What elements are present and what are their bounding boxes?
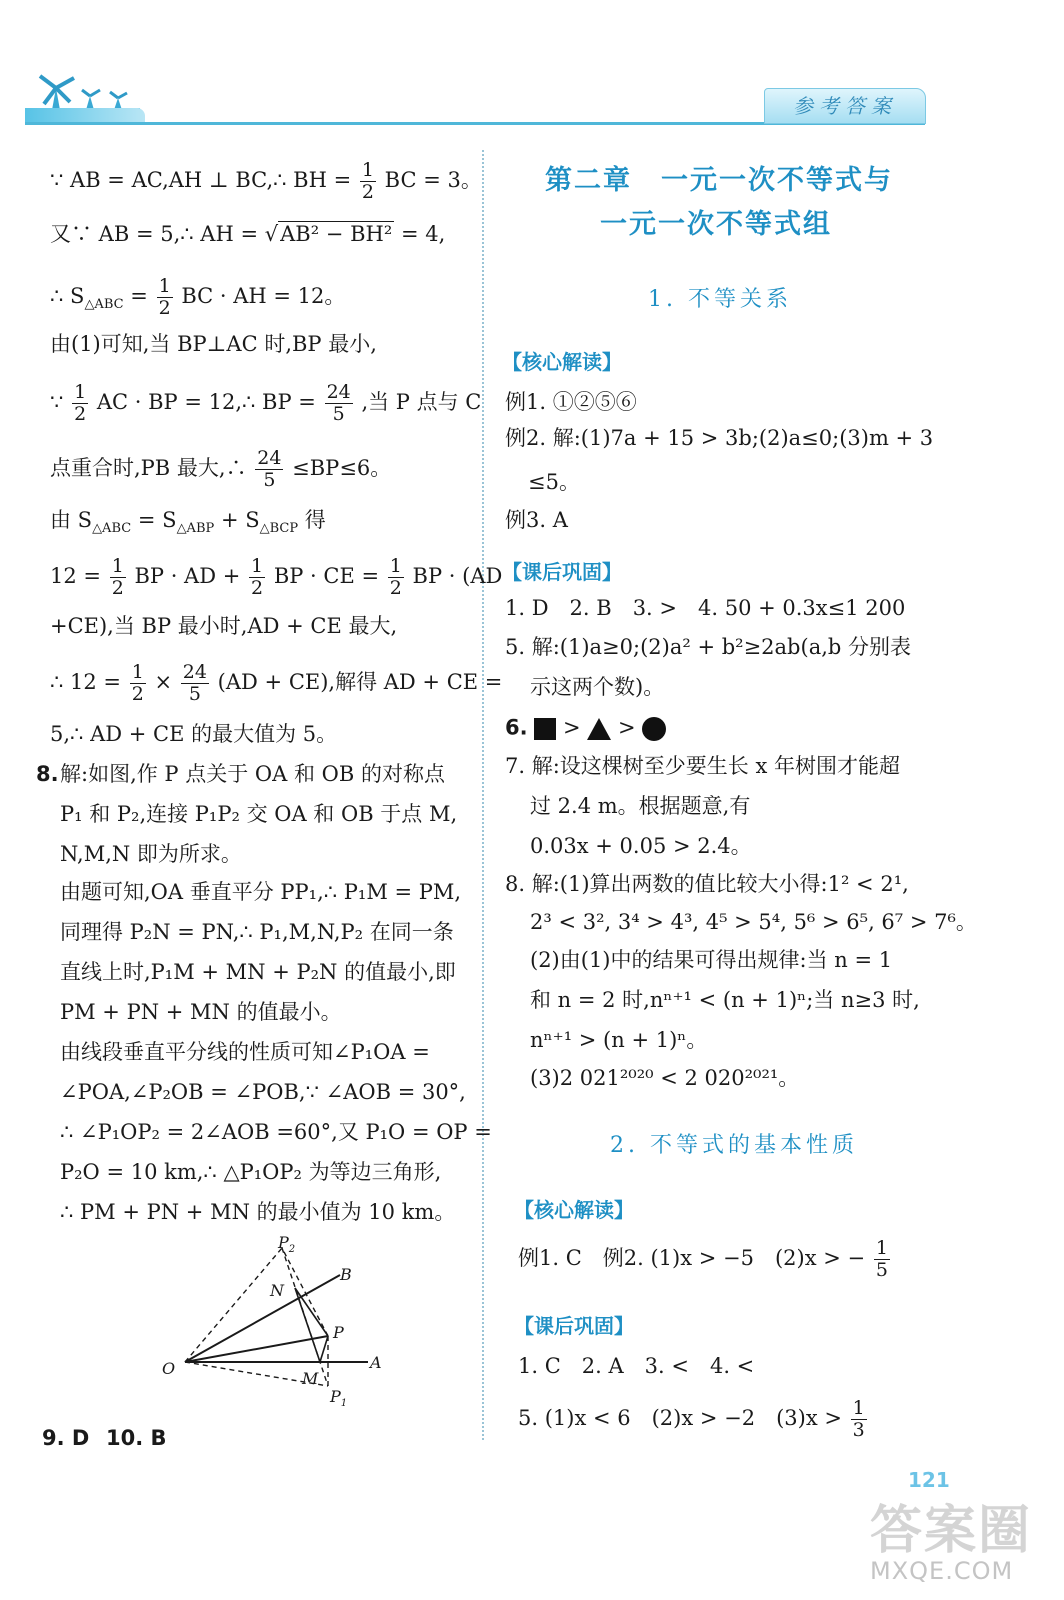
q8-line-7: PM + PN + MN 的值最小。 bbox=[60, 1000, 342, 1024]
after-class-tag-2: 【课后巩固】 bbox=[514, 1314, 634, 1338]
q8-line-2: P₁ 和 P₂,连接 P₁P₂ 交 OA 和 OB 于点 M, bbox=[60, 802, 458, 826]
geometry-diagram bbox=[150, 1230, 400, 1415]
question-8-number: 8. bbox=[36, 762, 59, 786]
section-2-answer-5: 5. (1)x < 6 (2)x > −2 (3)x > $\frac{1}{3}$ bbox=[518, 1397, 865, 1441]
answer-10: 10. B bbox=[106, 1426, 167, 1450]
answer-8-line-1: 8. 解:(1)算出两数的值比较大小得:1² < 2¹, bbox=[505, 872, 909, 896]
left-line-2: 又∵ AB = 5,∴ AH = √AB² − BH² = 4, bbox=[50, 222, 446, 246]
answer-8-line-4: 和 n = 2 时,nⁿ⁺¹ < (n + 1)ⁿ;当 n≥3 时, bbox=[530, 988, 920, 1012]
answer-8-line-5: nⁿ⁺¹ > (n + 1)ⁿ。 bbox=[530, 1028, 708, 1052]
left-line-10: ∴ 12 = $\frac{1}{2}$ × $\frac{24}{5}$ (AD + CE),解得 AD + CE = bbox=[50, 661, 503, 705]
q8-line-3: N,M,N 即为所求。 bbox=[60, 842, 242, 866]
column-divider bbox=[482, 150, 484, 1440]
chapter-title-line-1: 第二章 一元一次不等式与 bbox=[545, 165, 893, 196]
example-2-line-1: 例2. 解:(1)7a + 15 > 3b;(2)a≤0;(3)m + 3 bbox=[505, 426, 934, 450]
segment-pn bbox=[295, 1288, 328, 1336]
label-n: N bbox=[270, 1281, 284, 1300]
core-reading-tag-1: 【核心解读】 bbox=[502, 350, 622, 374]
page-header bbox=[0, 0, 1064, 140]
answer-8-line-3: (2)由(1)中的结果可得出规律:当 n = 1 bbox=[530, 948, 893, 972]
left-line-9: +CE),当 BP 最小时,AD + CE 最大, bbox=[50, 614, 398, 638]
left-line-6: 点重合时,PB 最大,∴ $\frac{24}{5}$ ≤BP≤6。 bbox=[50, 447, 392, 491]
left-line-1: ∵ AB = AC,AH ⊥ BC,∴ BH = $\frac{1}{2}$ BC = 3。 bbox=[50, 159, 482, 203]
triangle-icon bbox=[587, 718, 611, 740]
section-2-answers-1-4: 1. C 2. A 3. < 4. < bbox=[518, 1354, 755, 1378]
label-o: O bbox=[162, 1359, 176, 1378]
answer-8-line-2: 2³ < 3², 3⁴ > 4³, 4⁵ > 5⁴, 5⁶ > 6⁵, 6⁷ > 7⁶。 bbox=[530, 910, 977, 934]
label-a: A bbox=[370, 1353, 382, 1372]
segment-pm bbox=[320, 1336, 328, 1362]
core-reading-tag-2: 【核心解读】 bbox=[514, 1198, 634, 1222]
segment-op2 bbox=[185, 1248, 282, 1362]
answers-1-4: 1. D 2. B 3. > 4. 50 + 0.3x≤1 200 bbox=[505, 596, 906, 620]
left-line-8: 12 = $\frac{1}{2}$ BP · AD + $\frac{1}{2}$ BP · CE = $\frac{1}{2}$ BP · (AD bbox=[50, 555, 503, 599]
q8-line-4: 由题可知,OA 垂直平分 PP₁,∴ P₁M = PM, bbox=[60, 880, 462, 904]
after-class-tag-1: 【课后巩固】 bbox=[502, 560, 622, 584]
segment-nm bbox=[295, 1288, 320, 1362]
answer-7-line-2: 过 2.4 m。根据题意,有 bbox=[530, 794, 751, 818]
q8-line-1: 解:如图,作 P 点关于 OA 和 OB 的对称点 bbox=[60, 762, 445, 786]
answer-9: 9. D bbox=[42, 1426, 90, 1450]
left-line-4: 由(1)可知,当 BP⊥AC 时,BP 最小, bbox=[50, 332, 377, 356]
q8-line-10: ∴ ∠P₁OP₂ = 2∠AOB =60°,又 P₁O = OP = bbox=[60, 1120, 492, 1144]
page-number: 121 bbox=[908, 1468, 950, 1492]
example-3: 例3. A bbox=[505, 508, 568, 532]
left-line-5: ∵ $\frac{1}{2}$ AC · BP = 12,∴ BP = $\frac{24}{5}$ ,当 P 点与 C bbox=[50, 381, 482, 425]
answer-6: 6. > > bbox=[505, 717, 666, 741]
section-1-title: 1. 不等关系 bbox=[648, 287, 792, 312]
q8-line-6: 直线上时,P₁M + MN + P₂N 的值最小,即 bbox=[60, 960, 456, 984]
left-line-11: 5,∴ AD + CE 的最大值为 5。 bbox=[50, 722, 338, 746]
label-p1: $P_1$ bbox=[330, 1387, 348, 1409]
label-p2: $P_2$ bbox=[278, 1233, 296, 1255]
watermark-logo: 答案圈 MXQE.COM bbox=[870, 1501, 1033, 1585]
q8-line-11: P₂O = 10 km,∴ △P₁OP₂ 为等边三角形, bbox=[60, 1160, 442, 1184]
left-line-7: 由 $S_{\triangle ABC} = S_{\triangle ABP} + S_{\triangle BCP}$ 得 bbox=[50, 508, 326, 537]
example-1: 例1. ①②⑤⑥ bbox=[505, 390, 637, 414]
left-line-3: ∴ $S_{\triangle ABC}$ = $\frac{1}{2}$ BC · AH = 12。 bbox=[50, 275, 346, 319]
section-2-title: 2. 不等式的基本性质 bbox=[610, 1133, 858, 1158]
chapter-title-line-2: 一元一次不等式组 bbox=[600, 209, 832, 240]
answer-section-tab: 参考答案 bbox=[764, 88, 926, 124]
segment-pp2 bbox=[282, 1248, 328, 1336]
answer-7-line-1: 7. 解:设这棵树至少要生长 x 年树围才能超 bbox=[505, 754, 900, 778]
label-p: P bbox=[333, 1323, 344, 1342]
q8-line-5: 同理得 P₂N = PN,∴ P₁,M,N,P₂ 在同一条 bbox=[60, 920, 454, 944]
q8-line-9: ∠POA,∠P₂OB = ∠POB,∵ ∠AOB = 30°, bbox=[60, 1080, 466, 1104]
label-m: M bbox=[302, 1369, 319, 1388]
answer-8-line-6: (3)2 021²⁰²⁰ < 2 020²⁰²¹。 bbox=[530, 1066, 800, 1090]
fraction-half: $\frac{1}{2}$ bbox=[361, 159, 374, 203]
q8-line-12: ∴ PM + PN + MN 的最小值为 10 km。 bbox=[60, 1200, 456, 1224]
answer-5-line-1: 5. 解:(1)a≥0;(2)a² + b²≥2ab(a,b 分别表 bbox=[505, 635, 912, 659]
square-icon bbox=[534, 718, 556, 740]
circle-icon bbox=[642, 717, 666, 741]
answer-7-line-3: 0.03x + 0.05 > 2.4。 bbox=[530, 834, 752, 858]
answer-5-line-2: 示这两个数)。 bbox=[530, 675, 665, 699]
q8-line-8: 由线段垂直平分线的性质可知∠P₁OA = bbox=[60, 1040, 430, 1064]
example-2-line-2: ≤5。 bbox=[528, 470, 580, 494]
label-b: B bbox=[340, 1265, 352, 1284]
section-2-examples: 例1. C 例2. (1)x > −5 (2)x > − $\frac{1}{5}$ bbox=[518, 1237, 888, 1281]
